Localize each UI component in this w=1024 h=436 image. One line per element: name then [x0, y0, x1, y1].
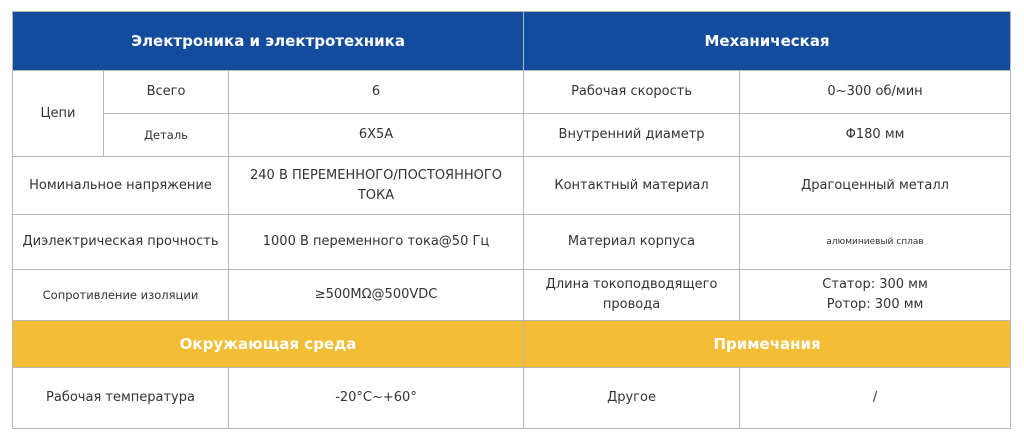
insulation-value: ≥500MΩ@500VDC: [229, 270, 524, 321]
detail-label: Деталь: [104, 114, 229, 157]
table-row: [13, 215, 1011, 270]
other-value: /: [740, 368, 1011, 429]
lead-value: [740, 270, 1011, 321]
speed-value: 0~300 об/мин: [740, 71, 1011, 114]
table-row: [13, 157, 1011, 215]
header-row: [13, 12, 1011, 71]
speed-label: Рабочая скорость: [524, 71, 740, 114]
contact-label: Контактный материал: [524, 157, 740, 215]
section-environment-header: Окружающая среда: [13, 321, 524, 368]
table-row: [13, 71, 1011, 114]
housing-value: алюминиевый сплав: [740, 215, 1011, 270]
temp-value: -20°C~+60°: [229, 368, 524, 429]
section-mechanical-header: Механическая: [524, 12, 1011, 71]
table-row: [13, 114, 1011, 157]
section-notes-header: Примечания: [524, 321, 1011, 368]
voltage-value: 240 В ПЕРЕМЕННОГО/ПОСТОЯННОГО ТОКА: [229, 157, 524, 215]
inner-diameter-label: Внутренний диаметр: [524, 114, 740, 157]
dielectric-label: Диэлектрическая прочность: [13, 215, 229, 270]
spec-table: [12, 11, 1011, 429]
section-electronics-header: Электроника и электротехника: [13, 12, 524, 71]
other-label: Другое: [524, 368, 740, 429]
header-row: [13, 321, 1011, 368]
lead-value-rotor: Ротор: 300 мм: [826, 297, 924, 312]
housing-label: Материал корпуса: [524, 215, 740, 270]
inner-diameter-value: Φ180 мм: [740, 114, 1011, 157]
dielectric-value: 1000 В переменного тока@50 Гц: [229, 215, 524, 270]
detail-value: 6X5A: [229, 114, 524, 157]
total-label: Всего: [104, 71, 229, 114]
lead-value-stator: Статор: 300 мм: [822, 277, 928, 292]
table-row: [13, 368, 1011, 429]
circuits-label: Цепи: [13, 71, 104, 157]
contact-value: Драгоценный металл: [740, 157, 1011, 215]
total-value: 6: [229, 71, 524, 114]
temp-label: Рабочая температура: [13, 368, 229, 429]
insulation-label: Сопротивление изоляции: [13, 270, 229, 321]
table-row: [13, 270, 1011, 321]
lead-label: Длина токоподводящего провода: [524, 270, 740, 321]
voltage-label: Номинальное напряжение: [13, 157, 229, 215]
